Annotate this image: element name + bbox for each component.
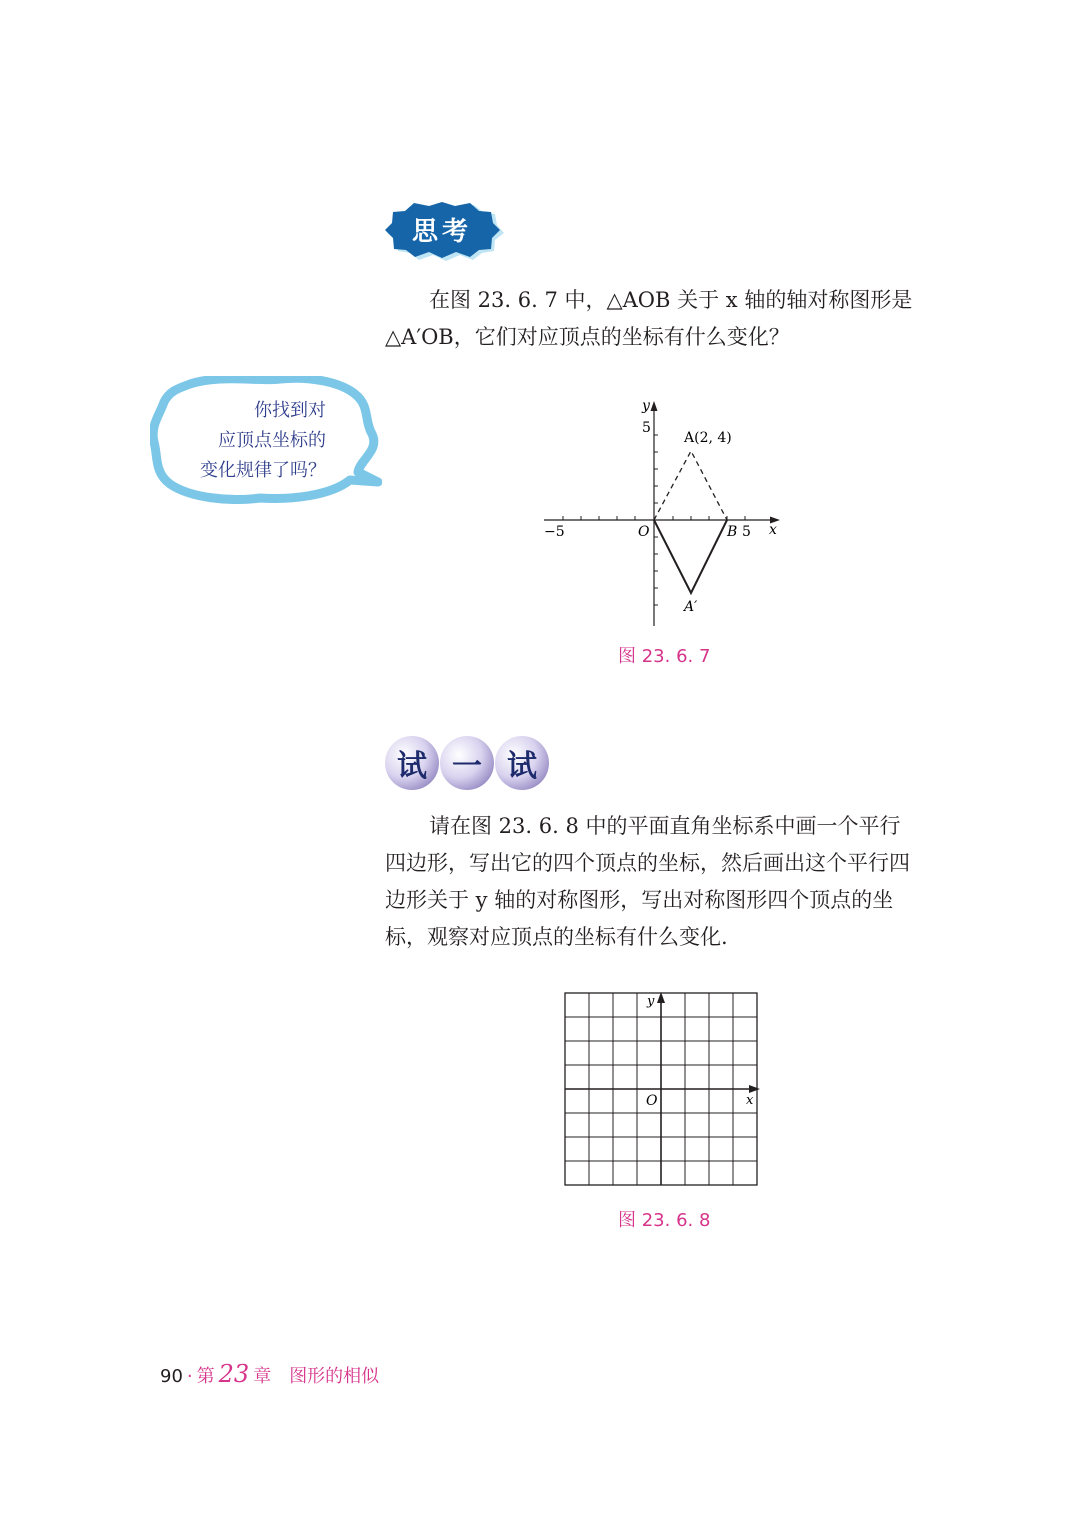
y-axis-arrow <box>651 401 658 411</box>
grid-x-axis-arrow <box>749 1085 760 1093</box>
y-axis-label: y <box>642 398 650 414</box>
figure-23-6-7 <box>536 396 786 632</box>
hint-line-3: 变化规律了吗？ <box>200 460 326 481</box>
x-tick-pos-label: 5 <box>742 524 751 540</box>
grid-y-axis-arrow <box>657 992 665 1003</box>
try-badge <box>384 732 550 794</box>
origin-label: O <box>638 524 650 540</box>
try-char-1: 试 <box>397 749 427 784</box>
point-b-label: B <box>727 524 738 540</box>
try-instructions <box>385 808 945 956</box>
try-line-4: 标，观察对应顶点的坐标有什么变化. <box>385 925 728 949</box>
x-axis-label: x <box>769 522 777 538</box>
think-question-line-2: △A′OB，它们对应顶点的坐标有什么变化？ <box>385 325 790 349</box>
y-tick-label: 5 <box>642 420 651 436</box>
think-label: 思考 <box>411 216 472 247</box>
grid-origin-label: O <box>646 1093 658 1109</box>
try-line-1: 请在图 23. 6. 8 中的平面直角坐标系中画一个平行 <box>429 814 901 838</box>
grid-y-label: y <box>647 994 655 1009</box>
try-line-3: 边形关于 y 轴的对称图形，写出对称图形四个顶点的坐 <box>385 888 894 912</box>
hint-line-2: 应顶点坐标的 <box>218 430 326 451</box>
chapter-title: 图形的相似 <box>289 1366 380 1387</box>
chapter-number: 23 <box>218 1360 250 1388</box>
point-a-prime-label: A′ <box>684 599 698 615</box>
x-tick-neg-label: −5 <box>544 524 565 540</box>
figure-23-6-7-caption: 图 23. 6. 7 <box>618 646 711 667</box>
hint-line-1: 你找到对 <box>254 400 326 421</box>
think-question <box>385 282 945 356</box>
figure-23-6-8-caption: 图 23. 6. 8 <box>618 1210 711 1231</box>
triangle-aob <box>654 451 727 520</box>
page-number: 90 <box>160 1366 183 1387</box>
think-question-line-1: 在图 23. 6. 7 中，△AOB 关于 x 轴的轴对称图形是 <box>429 288 913 312</box>
triangle-a-prime-ob <box>654 520 727 593</box>
footer-dot: · <box>186 1366 193 1387</box>
chapter-prefix: 第 <box>196 1366 215 1387</box>
try-line-2: 四边形，写出它的四个顶点的坐标，然后画出这个平行四 <box>385 851 910 875</box>
page-footer <box>160 1360 379 1388</box>
try-char-2: 一 <box>452 749 482 784</box>
hint-bubble-text <box>186 396 326 486</box>
try-char-3: 试 <box>507 749 537 784</box>
figure-23-6-8 <box>560 988 764 1192</box>
grid-x-label: x <box>746 1093 754 1108</box>
point-a-label: A(2, 4) <box>684 430 732 446</box>
chapter-suffix: 章 <box>253 1366 272 1387</box>
